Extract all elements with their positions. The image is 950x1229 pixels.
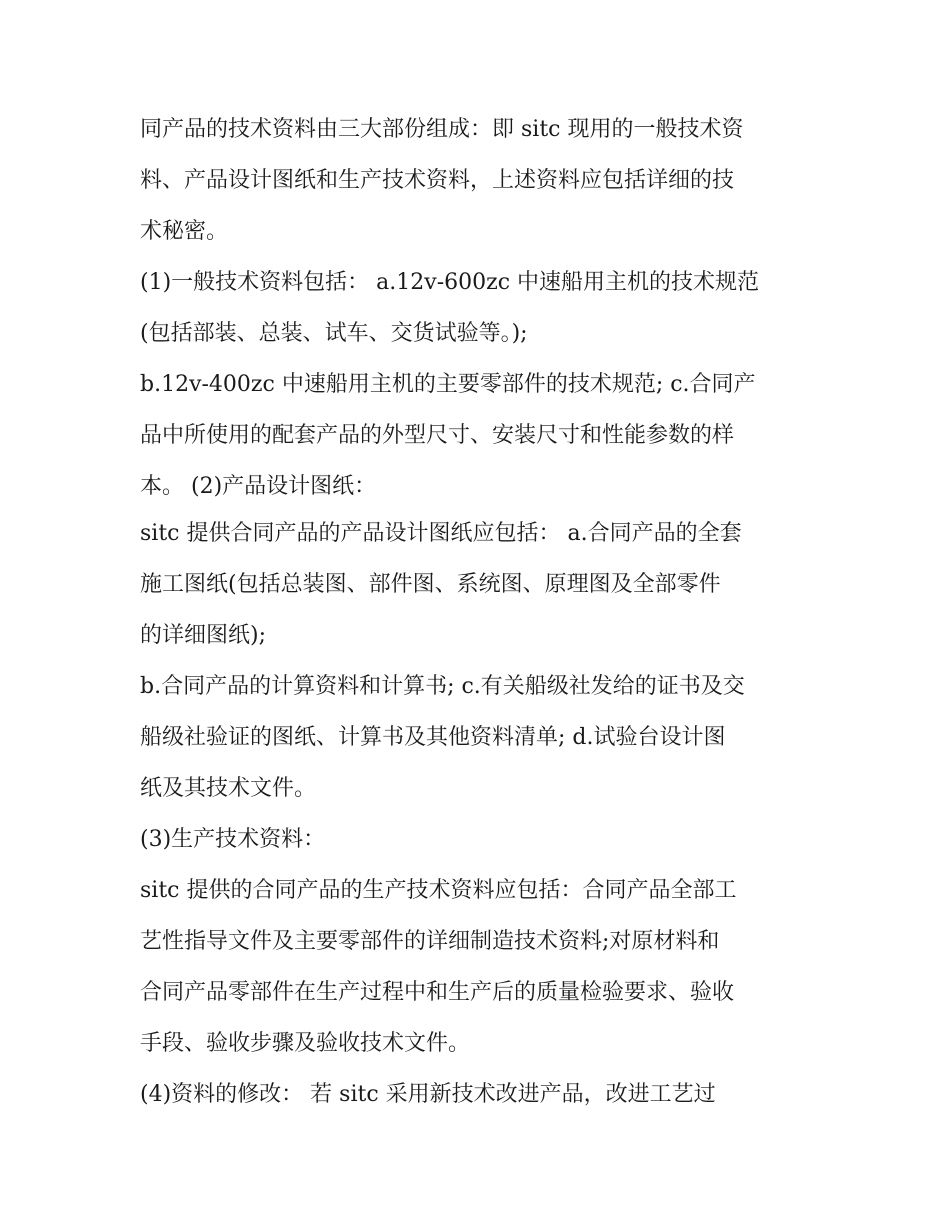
text-line: (3)生产技术资料： (140, 827, 326, 852)
text-line: 纸及其技术文件。 (140, 776, 317, 801)
text-line: 料、产品设计图纸和生产技术资料，上述资料应包括详细的技 (140, 168, 735, 193)
text-line: b.12v-400zc 中速船用主机的主要零部件的技术规范; c.合同产 (140, 372, 756, 397)
text-line: 术秘密。 (140, 219, 229, 244)
text-line: 同产品的技术资料由三大部份组成：即 sitc 现用的一般技术资 (140, 117, 744, 142)
text-line: b.合同产品的计算资料和计算书; c.有关船级社发给的证书及交 (140, 674, 745, 699)
text-line: (4)资料的修改： 若 sitc 采用新技术改进产品，改进工艺过 (140, 1082, 716, 1107)
text-line: 船级社验证的图纸、计算书及其他资料清单; d.试验台设计图 (140, 725, 726, 750)
text-line: 的详细图纸); (140, 623, 266, 648)
text-line: sitc 提供合同产品的产品设计图纸应包括： a.合同产品的全套 (140, 521, 742, 546)
text-line: 艺性指导文件及主要零部件的详细制造技术资料;对原材料和 (140, 929, 720, 954)
text-line: (1)一般技术资料包括： a.12v-600zc 中速船用主机的技术规范 (140, 270, 760, 295)
text-line: 本。 (2)产品设计图纸： (140, 474, 377, 499)
text-line: (包括部装、总装、试车、交货试验等。); (140, 321, 528, 346)
text-line: 合同产品零部件在生产过程中和生产后的质量检验要求、验收 (140, 980, 735, 1005)
text-line: 施工图纸(包括总装图、部件图、系统图、原理图及全部零件 (140, 572, 721, 597)
text-line: 手段、验收步骤及验收技术文件。 (140, 1031, 471, 1056)
text-line: sitc 提供的合同产品的生产技术资料应包括：合同产品全部工 (140, 878, 737, 903)
text-line: 品中所使用的配套产品的外型尺寸、安装尺寸和性能参数的样 (140, 423, 735, 448)
